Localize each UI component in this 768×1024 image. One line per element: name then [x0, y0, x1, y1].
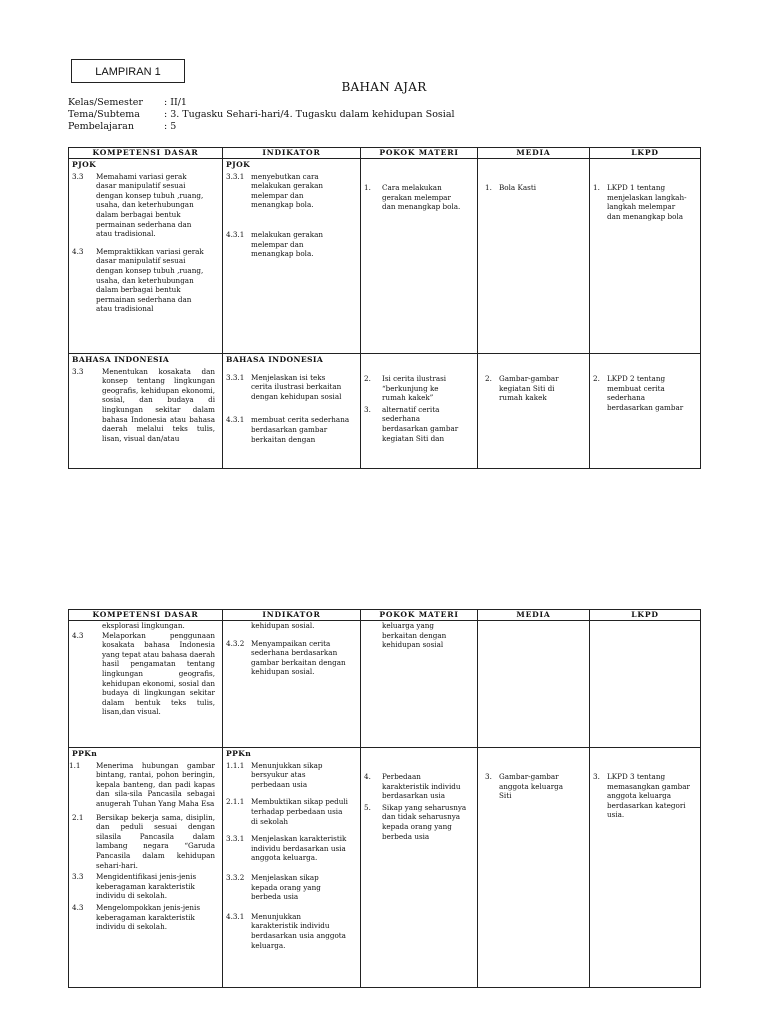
item-number: 3.3: [72, 171, 84, 181]
kd-item: [72, 903, 219, 932]
item-text: Menjelaskan sikap kepada orang yang berbeda usia: [251, 872, 321, 902]
indikator-item: [226, 912, 357, 950]
item-text: Mengidentifikasi jenis-jenis keberagaman karakteristik individu di sekolah.: [96, 872, 197, 901]
item-number: 1.1: [69, 760, 81, 770]
item-number: 3.3: [72, 366, 84, 376]
item-number: 4.3: [72, 630, 84, 640]
pokok-item: [364, 405, 474, 443]
item-number: 3.3.1: [226, 834, 245, 844]
table-row-ppkn: [69, 748, 701, 988]
meta-row-kelas: [68, 97, 455, 109]
item-text: Gambar-gambar anggota keluarga Siti: [499, 772, 564, 801]
cell-media-ppkn: [478, 748, 590, 988]
cell-lkpd-ppkn: [590, 748, 701, 988]
meta-value: : 3. Tugasku Sehari-hari/4. Tugasku dalam kehidupan Sosial: [164, 109, 455, 120]
kd-item: [72, 367, 219, 444]
kd-item: [72, 872, 219, 901]
meta-label: Tema/Subtema: [68, 109, 140, 120]
item-text: menyebutkan cara melakukan gerakan melempar dan menangkap bola.: [251, 171, 324, 210]
cell-pokok-bi-cont: [361, 621, 478, 748]
bahan-ajar-table-2: [68, 609, 701, 988]
cell-clip: [226, 355, 357, 467]
item-text: Sikap yang seharusnya dan tidak seharusnya kepada orang yang berbeda usia: [382, 802, 467, 841]
item-number: 4.3.1: [226, 415, 245, 425]
item-text: Mengelompokkan jenis-jenis keberagaman karakteristik individu di sekolah.: [96, 902, 201, 932]
item-number: 5.: [364, 802, 371, 812]
item-text: Bersikap bekerja sama, disiplin, dan peduli sesuai dengan silasila Pancasila dalam lambang negara “Garuda Pancasila dalam kehidupan sehari-hari.: [96, 812, 215, 870]
col-header-media: MEDIA: [478, 148, 590, 159]
item-text: Perbedaan karakteristik individu berdasarkan usia: [382, 772, 461, 801]
col-header-pokok: POKOK MATERI: [361, 148, 478, 159]
cell-indikator-pjok: [223, 159, 361, 354]
lampiran-label: LAMPIRAN 1: [71, 59, 185, 83]
item-text: LKPD 1 tentang menjelaskan langkah-langkah melempar dan menangkap bola: [607, 183, 687, 221]
item-number: 4.: [364, 772, 371, 781]
item-number: 3.3.1: [226, 372, 245, 382]
item-number: 4.3.2: [226, 638, 245, 648]
item-number: 3.3: [72, 872, 84, 882]
item-text: LKPD 3 tentang memasangkan gambar anggota keluarga berdasarkan kategori usia.: [607, 772, 690, 820]
kd-item: [72, 813, 219, 871]
cell-lkpd-empty: [590, 621, 701, 748]
meta-value: : II/1: [164, 97, 187, 108]
item-number: 4.3.1: [226, 911, 245, 921]
indikator-item: [226, 873, 357, 902]
table-header-row: [69, 610, 701, 621]
col-header-kd: KOMPETENSI DASAR: [69, 148, 223, 159]
item-number: 3.3.2: [226, 872, 245, 882]
item-text: Gambar-gambar kegiatan Siti di rumah kakek: [499, 374, 559, 403]
col-header-pokok: POKOK MATERI: [361, 610, 478, 621]
cell-clip: [72, 355, 219, 467]
item-text: Melaporkan penggunaan kosakata bahasa Indonesia yang tepat atau bahasa daerah hasil pengamatan tentang lingkungan geografis, kehidupan ekonomi, sosial dan budaya di lingkungan sekitar dalam bentuk teks tulis, lisan,dan visual.: [102, 630, 215, 717]
meta-label: Pembelajaran: [68, 121, 134, 132]
item-number: 1.: [593, 183, 600, 192]
media-item: [485, 772, 586, 801]
meta-label: Kelas/Semester: [68, 97, 143, 108]
item-text: membuat cerita sederhana berdasarkan gambar berkaitan dengan: [251, 415, 350, 444]
cont-text: eksplorasi lingkungan.: [102, 621, 185, 630]
kd-item: [72, 631, 219, 717]
item-text: Cara melakukan gerakan melempar dan menangkap bola.: [382, 183, 461, 212]
item-number: 2.: [364, 374, 371, 383]
lkpd-item: [593, 374, 697, 412]
kd-item: [72, 172, 219, 239]
col-header-kd: KOMPETENSI DASAR: [69, 610, 223, 621]
item-number: 2.1: [72, 812, 84, 822]
col-header-indikator: INDIKATOR: [223, 610, 361, 621]
item-number: 3.: [485, 772, 492, 781]
cont-text: kehidupan sosial.: [251, 621, 315, 630]
indikator-item: [226, 761, 357, 790]
item-number: 2.: [485, 374, 492, 383]
item-number: 1.1.1: [226, 760, 245, 770]
cont-text: keluarga yang berkaitan dengan kehidupan sosial: [382, 621, 447, 650]
item-text: Menjelaskan isi teks cerita ilustrasi berkaitan dengan kehidupan sosial: [251, 372, 342, 401]
cell-lkpd-bi: [590, 354, 701, 469]
item-text: Menentukan kosakata dan konsep tentang lingkungan geografis, kehidupan ekonomi, sosial, dan budaya di lingkungan sekitar dalam bahasa Indonesia atau bahasa daerah melalui teks tulis, lisan, visual dan/atau: [102, 366, 215, 443]
item-number: 1.: [364, 183, 371, 192]
col-header-lkpd: LKPD: [590, 148, 701, 159]
indikator-item: [226, 230, 357, 259]
item-text: Menunjukkan sikap bersyukur atas perbedaan usia: [251, 760, 323, 789]
cell-pokok-bi: [361, 354, 478, 469]
col-header-indikator: INDIKATOR: [223, 148, 361, 159]
section-title: BAHASA INDONESIA: [226, 355, 324, 364]
item-text: melakukan gerakan melempar dan menangkap bola.: [251, 229, 324, 259]
section-title: PJOK: [226, 160, 251, 169]
item-text: Bola Kasti: [499, 183, 537, 192]
lkpd-item: [593, 183, 697, 221]
cell-media-bi: [478, 354, 590, 469]
media-item: [485, 183, 586, 193]
item-number: 2.: [593, 374, 600, 383]
cell-media-pjok: [478, 159, 590, 354]
item-number: 3.3.1: [226, 171, 245, 181]
cell-kd-bi: [69, 354, 223, 469]
cell-indikator-bi-cont: [223, 621, 361, 748]
table-header-row: [69, 148, 701, 159]
cell-indikator-ppkn: [223, 748, 361, 988]
item-number: 3.: [364, 404, 371, 414]
item-text: Menjelaskan karakteristik individu berdasarkan usia anggota keluarga.: [251, 834, 347, 863]
cell-indikator-bi: [223, 354, 361, 469]
indikator-item: [226, 834, 357, 863]
cell-lkpd-pjok: [590, 159, 701, 354]
cell-kd-bi-cont: [69, 621, 223, 748]
item-number: 3.: [593, 772, 600, 781]
media-item: [485, 374, 586, 403]
meta-value: : 5: [164, 121, 177, 132]
cell-pokok-pjok: [361, 159, 478, 354]
bahan-ajar-table-1: [68, 147, 701, 469]
meta-row-tema: [68, 109, 455, 121]
section-title: PPKn: [72, 749, 98, 758]
item-number: 2.1.1: [226, 797, 245, 807]
item-text: Menerima hubungan gambar bintang, rantai, pohon beringin, kepala banteng, dan padi kapas dan sila-sila Pancasila sebagai anugerah Tuhan Yang Maha Esa: [96, 760, 215, 808]
item-text: Isi cerita ilustrasi “berkunjung ke rumah kakek”: [382, 374, 447, 403]
item-text: Mempraktikkan variasi gerak dasar manipulatif sesuai dengan konsep tubuh ,ruang, usaha, dan keterhubungan dalam berbagai bentuk permainan sederhana dan atau tradisional: [96, 246, 204, 314]
table-row-bahasa-indonesia-cont: [69, 621, 701, 748]
cell-media-empty: [478, 621, 590, 748]
meta-row-pembelajaran: [68, 121, 455, 133]
section-title: BAHASA INDONESIA: [72, 355, 170, 364]
col-header-media: MEDIA: [478, 610, 590, 621]
pokok-item: [364, 772, 474, 801]
item-text: Memahami variasi gerak dasar manipulatif sesuai dengan konsep tubuh ,ruang, usaha, dan keterhubungan dalam berbagai bentuk permainan sederhana dan atau tradisional.: [96, 171, 204, 239]
table-row-pjok: [69, 159, 701, 354]
indikator-item: [226, 415, 357, 444]
col-header-lkpd: LKPD: [590, 610, 701, 621]
item-text: alternatif cerita sederhana berdasarkan gambar kegiatan Siti dan: [382, 404, 459, 443]
pokok-item: [364, 374, 474, 403]
table-row-bahasa-indonesia: [69, 354, 701, 469]
item-text: Menyampaikan cerita sederhana berdasarkan gambar berkaitan dengan kehidupan sosial.: [251, 638, 346, 677]
indikator-item: [226, 172, 357, 210]
pokok-item: [364, 803, 474, 841]
page-title: BAHAN AJAR: [341, 80, 427, 94]
kd-item: [72, 247, 219, 314]
kd-item: [69, 761, 219, 809]
item-text: LKPD 2 tentang membuat cerita sederhana berdasarkan gambar: [607, 374, 684, 412]
item-text: Membuktikan sikap peduli terhadap perbedaan usia di sekolah: [251, 797, 348, 826]
section-title: PPKn: [226, 749, 252, 758]
meta-block: [68, 97, 455, 133]
item-text: Menunjukkan karakteristik individu berdasarkan usia anggota keluarga.: [251, 911, 346, 950]
pokok-item: [364, 183, 474, 212]
cell-kd-ppkn: [69, 748, 223, 988]
item-number: 4.3: [72, 246, 84, 256]
item-number: 4.3: [72, 902, 84, 912]
item-number: 4.3.1: [226, 229, 245, 239]
indikator-item: [226, 373, 357, 402]
indikator-item: [226, 797, 357, 826]
item-number: 1.: [485, 183, 492, 192]
cell-clip: [364, 372, 474, 467]
section-title: PJOK: [72, 160, 97, 169]
cell-kd-pjok: [69, 159, 223, 354]
lkpd-item: [593, 772, 697, 820]
cell-pokok-ppkn: [361, 748, 478, 988]
indikator-item: [226, 639, 357, 677]
